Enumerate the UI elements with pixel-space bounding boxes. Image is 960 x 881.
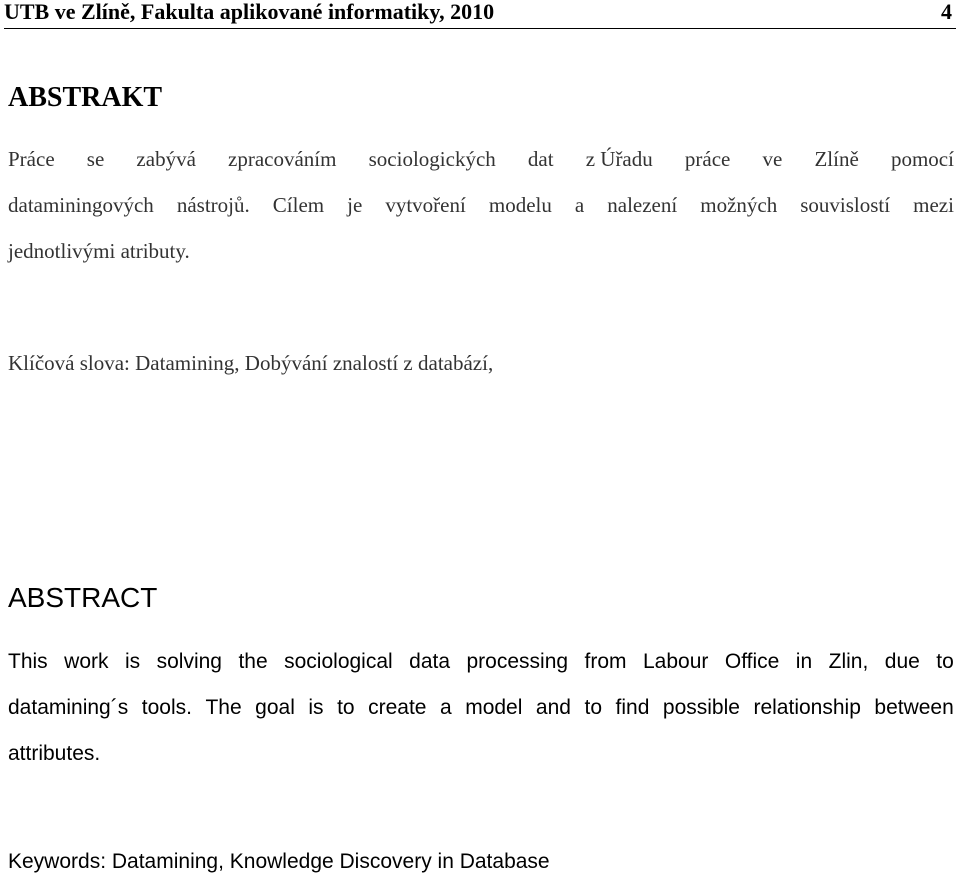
word: a (440, 696, 452, 719)
word: processing (466, 650, 569, 673)
word: goal (255, 696, 295, 719)
abstract-paragraph (8, 639, 954, 777)
word: Práce (8, 147, 55, 171)
word: zpracováním (228, 147, 337, 171)
klicova-slova: Klíčová slova: Datamining, Dobývání znalostí z databází, (8, 351, 494, 375)
word: find (615, 696, 650, 719)
word: due (884, 650, 920, 673)
abstrakt-paragraph (8, 136, 954, 274)
abstrakt-line-1 (8, 136, 954, 182)
word: is (124, 650, 141, 673)
word: create (368, 696, 427, 719)
word: This (8, 650, 48, 673)
abstract-line-1 (8, 639, 954, 685)
word: mezi (913, 193, 954, 217)
abstrakt-heading: ABSTRAKT (8, 82, 163, 113)
word: model (465, 696, 523, 719)
word: ve (762, 147, 783, 171)
word: z Úřadu (585, 147, 653, 171)
word: sociological (284, 650, 393, 673)
word: dat (527, 147, 554, 171)
word: solving (156, 650, 222, 673)
word: Labour (643, 650, 709, 673)
word: relationship (753, 696, 861, 719)
word: from (584, 650, 627, 673)
word: to (936, 650, 954, 673)
word: between (874, 696, 954, 719)
abstrakt-line-3: jednotlivými atributy. (8, 239, 190, 263)
abstrakt-line-2 (8, 182, 954, 228)
word: and (535, 696, 571, 719)
word: to (584, 696, 602, 719)
header-title: UTB ve Zlíně, Fakulta aplikované informatiky, 2010 (4, 0, 495, 24)
abstract-line-2 (8, 685, 954, 731)
word: nástrojů. (176, 193, 250, 217)
word: sociologických (368, 147, 496, 171)
word: pomocí (890, 147, 954, 171)
word: práce (684, 147, 731, 171)
abstract-line-3: attributes. (8, 742, 101, 765)
word: dataminingových (8, 193, 154, 217)
word: nalezení (607, 193, 678, 217)
word: zabývá (136, 147, 196, 171)
word: The (205, 696, 242, 719)
word: Zlin, (828, 650, 869, 673)
word: is (308, 696, 324, 719)
word: in (795, 650, 813, 673)
word: to (337, 696, 355, 719)
word: possible (662, 696, 740, 719)
page-number: 4 (941, 0, 952, 24)
word: možných (700, 193, 778, 217)
word: the (238, 650, 268, 673)
word: je (347, 193, 363, 217)
keywords: Keywords: Datamining, Knowledge Discovery in Database (8, 850, 550, 873)
word: Cílem (272, 193, 325, 217)
word: a (574, 193, 585, 217)
word: souvislostí (800, 193, 891, 217)
word: work (64, 650, 109, 673)
page-header (4, 0, 956, 29)
word: Zlíně (814, 147, 859, 171)
word: datamining´s (8, 696, 129, 719)
abstract-heading: ABSTRACT (8, 582, 158, 613)
word: se (86, 147, 105, 171)
word: data (409, 650, 451, 673)
word: tools. (141, 696, 192, 719)
word: Office (724, 650, 780, 673)
word: modelu (488, 193, 552, 217)
word: vytvoření (385, 193, 466, 217)
